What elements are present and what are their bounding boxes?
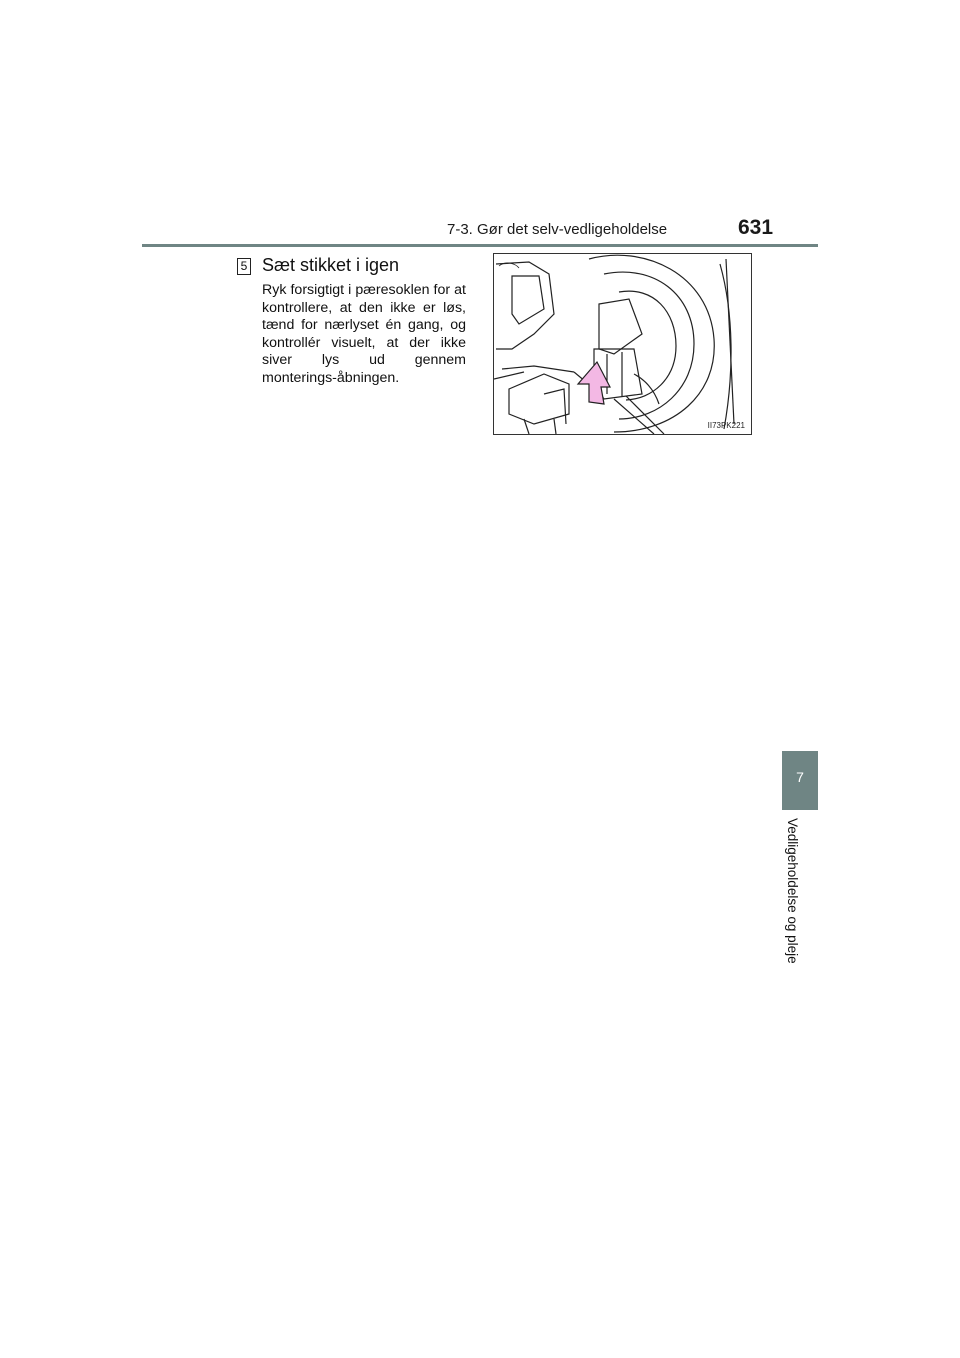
step-instructions: Ryk forsigtigt i pæresoklen for at kontrollere, at den ikke er løs, tænd for nærlyset én gang, og kontrollér visuelt, at der ikke siver lys ud gennem monterings-åbningen. [262, 282, 466, 386]
chapter-number: 7 [796, 769, 804, 785]
chapter-title: Vedligeholdelse og pleje [785, 818, 800, 964]
header-rule [142, 244, 818, 247]
figure-code: II73PK221 [707, 421, 745, 430]
chapter-tab[interactable] [782, 751, 818, 810]
section-title: 7-3. Gør det selv-vedligeholdelse [447, 221, 668, 238]
step-number-badge: 5 [237, 258, 251, 275]
page-number: 631 [738, 216, 774, 239]
headlight-connector-illustration [493, 253, 752, 435]
connector-line-drawing [494, 254, 751, 434]
step-title: Sæt stikket i igen [262, 255, 400, 275]
push-direction-arrow [578, 362, 610, 404]
